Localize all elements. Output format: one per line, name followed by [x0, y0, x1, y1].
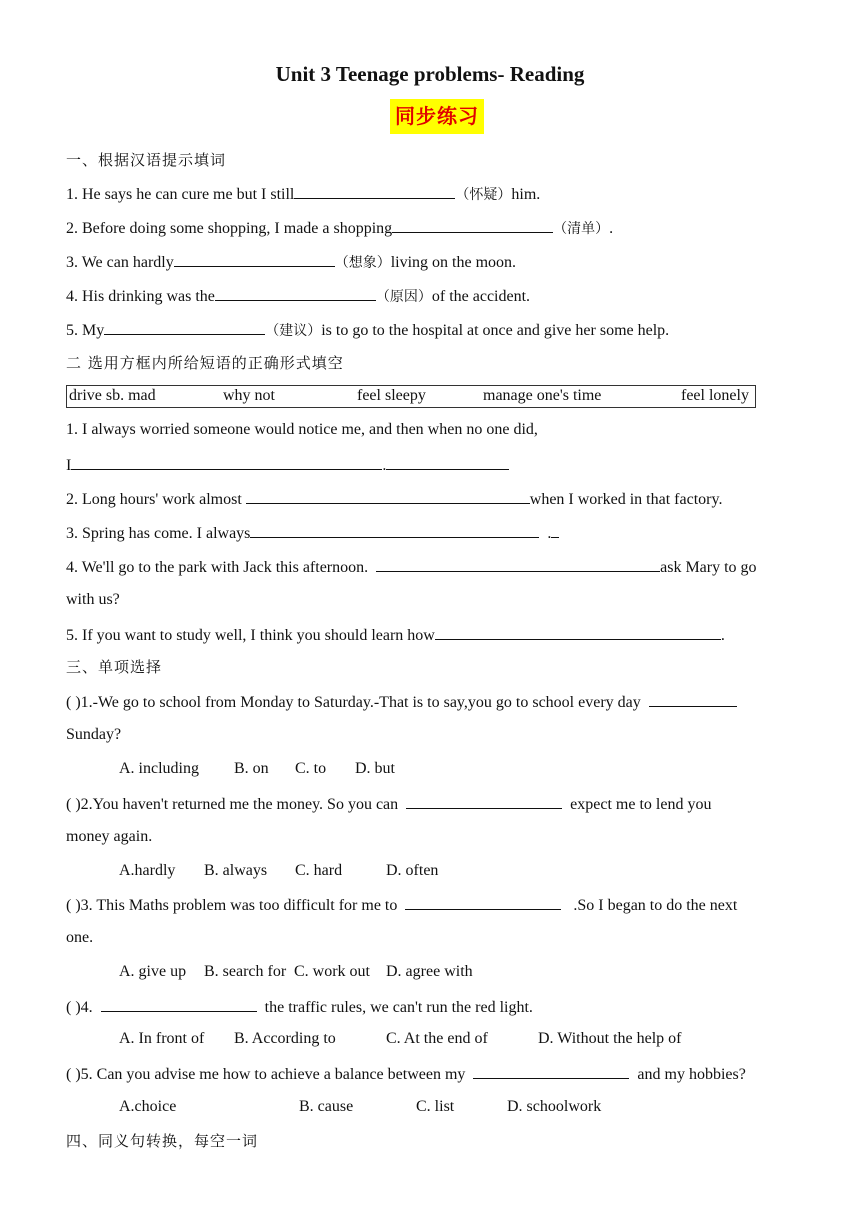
s3-q4-stem: ( )4. [66, 999, 93, 1016]
option-a[interactable]: A.hardly [119, 862, 176, 879]
s2-q3-text: 3. Spring has come. I always [66, 525, 251, 542]
option-c[interactable]: C. hard [295, 862, 343, 879]
option-d[interactable]: D. Without the help of [538, 1030, 682, 1047]
s2-q1-blank-tail[interactable] [386, 455, 509, 470]
s2-q1-line1: 1. I always worried someone would notice me, and then when no one did, [66, 421, 538, 438]
s3-q2-options [0, 862, 860, 882]
s1-q1-text: 1. He says he can cure me but I still [66, 186, 295, 203]
option-a[interactable]: A. give up [119, 963, 187, 980]
s1-q4-text: 4. His drinking was the [66, 288, 215, 305]
s3-q5-blank[interactable] [473, 1064, 629, 1079]
phrase-item: why not [223, 387, 275, 404]
option-b[interactable]: B. cause [299, 1098, 354, 1115]
s3-q1-blank[interactable] [649, 692, 737, 707]
s2-question-2 [66, 489, 722, 509]
phrase-item: drive sb. mad [69, 387, 156, 404]
option-d[interactable]: D. agree with [386, 963, 473, 980]
s2-q4-post: ask Mary to go [660, 559, 757, 576]
s1-q3-blank[interactable] [174, 252, 335, 267]
s2-q1-start: I [66, 457, 72, 474]
s1-q1-hint: （怀疑） [455, 187, 512, 203]
option-a[interactable]: A. including [119, 760, 199, 777]
s3-q4-options [0, 1030, 860, 1050]
option-a[interactable]: A. In front of [119, 1030, 205, 1047]
s3-q3-cont: one. [66, 929, 94, 946]
option-b[interactable]: B. always [204, 862, 268, 879]
s3-q5-options [0, 1098, 860, 1118]
s1-q5-post: is to go to the hospital at once and give her some help. [321, 322, 670, 339]
option-b[interactable]: B. search for [204, 963, 287, 980]
s2-question-1 [66, 455, 509, 475]
s2-question-5 [66, 625, 725, 645]
option-c[interactable]: C. At the end of [386, 1030, 488, 1047]
s3-q3-options [0, 963, 860, 983]
section2-heading: 二 选用方框内所给短语的正确形式填空 [66, 354, 344, 372]
s1-q5-text: 5. My [66, 322, 105, 339]
s3-q2-blank[interactable] [406, 794, 562, 809]
s3-q5-post: and my hobbies? [637, 1066, 746, 1083]
option-b[interactable]: B. on [234, 760, 269, 777]
phrase-item: feel sleepy [357, 387, 426, 404]
option-d[interactable]: D. schoolwork [507, 1098, 602, 1115]
s1-q5-hint: （建议） [265, 323, 322, 339]
section4-heading: 四、同义句转换，每空一词 [66, 1132, 259, 1150]
option-a[interactable]: A.choice [119, 1098, 177, 1115]
s2-q5-post: . [720, 627, 725, 644]
s3-q5-stem: ( )5. Can you advise me how to achieve a balance between my [66, 1066, 466, 1083]
s2-q3-tail [551, 523, 559, 538]
s2-q5-blank[interactable] [435, 625, 721, 640]
section1-heading: 一、根据汉语提示填词 [66, 151, 227, 169]
s3-q1-options [0, 760, 860, 780]
section3-heading: 三、单项选择 [66, 658, 163, 676]
s3-q4-post: the traffic rules, we can't run the red light. [264, 999, 533, 1016]
option-c[interactable]: C. to [295, 760, 327, 777]
s2-q1-blank[interactable] [71, 455, 382, 470]
s3-question-1 [66, 692, 737, 712]
s1-question-5 [66, 320, 669, 340]
s1-q2-text: 2. Before doing some shopping, I made a shopping [66, 220, 393, 237]
s2-q1-dot: . [382, 457, 387, 474]
s3-q1-cont: Sunday? [66, 726, 122, 743]
s1-q2-blank[interactable] [392, 218, 553, 233]
option-b[interactable]: B. According to [234, 1030, 336, 1047]
s2-question-4 [66, 557, 757, 577]
s2-q4-text: 4. We'll go to the park with Jack this afternoon. [66, 559, 369, 576]
s2-q2-text: 2. Long hours' work almost [66, 491, 242, 508]
s3-q3-blank[interactable] [405, 895, 561, 910]
s1-question-2 [66, 218, 613, 238]
s3-question-5 [66, 1064, 746, 1084]
s1-q3-hint: （想象） [334, 255, 391, 271]
s2-q4-blank[interactable] [376, 557, 660, 572]
s3-question-4 [66, 997, 533, 1017]
s3-q2-stem: ( )2.You haven't returned me the money. So you can [66, 796, 399, 813]
phrase-item: feel lonely [681, 387, 749, 404]
s2-q4-line2: with us? [66, 591, 120, 608]
s1-question-1 [66, 184, 540, 204]
s3-q4-blank[interactable] [101, 997, 257, 1012]
s1-q3-text: 3. We can hardly [66, 254, 174, 271]
s1-q5-blank[interactable] [104, 320, 265, 335]
option-d[interactable]: D. often [386, 862, 439, 879]
s3-q1-stem: ( )1.-We go to school from Monday to Saturday.-That is to say,you go to school every day [66, 694, 641, 711]
s1-q4-post: of the accident. [431, 288, 531, 305]
option-d[interactable]: D. but [355, 760, 395, 777]
s1-q3-post: living on the moon. [390, 254, 517, 271]
s1-q2-hint: （清单） [553, 221, 610, 237]
s3-q3-stem: ( )3. This Maths problem was too difficult for me to [66, 897, 398, 914]
phrase-item: manage one's time [483, 387, 602, 404]
subtitle-badge: 同步练习 [390, 99, 484, 134]
s1-q4-blank[interactable] [215, 286, 376, 301]
s2-q2-blank[interactable] [246, 489, 530, 504]
s3-q2-cont: money again. [66, 828, 153, 845]
s3-question-3 [66, 895, 737, 915]
s2-question-3 [66, 523, 559, 543]
s2-q2-post: when I worked in that factory. [529, 491, 723, 508]
s2-q3-post: . [547, 525, 552, 542]
s2-q3-blank[interactable] [250, 523, 539, 538]
phrase-box [66, 385, 756, 408]
s1-q2-post: . [609, 220, 614, 237]
s1-q1-blank[interactable] [294, 184, 455, 199]
s3-question-2 [66, 794, 711, 814]
s3-q2-post: expect me to lend you [570, 796, 712, 813]
s1-q1-post: him. [511, 186, 541, 203]
option-c[interactable]: C. list [416, 1098, 455, 1115]
page-title: Unit 3 Teenage problems- Reading [275, 62, 585, 86]
s3-q3-post: .So I began to do the next [573, 897, 738, 914]
s1-question-3 [66, 252, 516, 272]
option-c[interactable]: C. work out [294, 963, 370, 980]
s1-q4-hint: （原因） [375, 289, 432, 305]
s1-question-4 [66, 286, 530, 306]
s2-q5-text: 5. If you want to study well, I think you should learn how [66, 627, 435, 644]
